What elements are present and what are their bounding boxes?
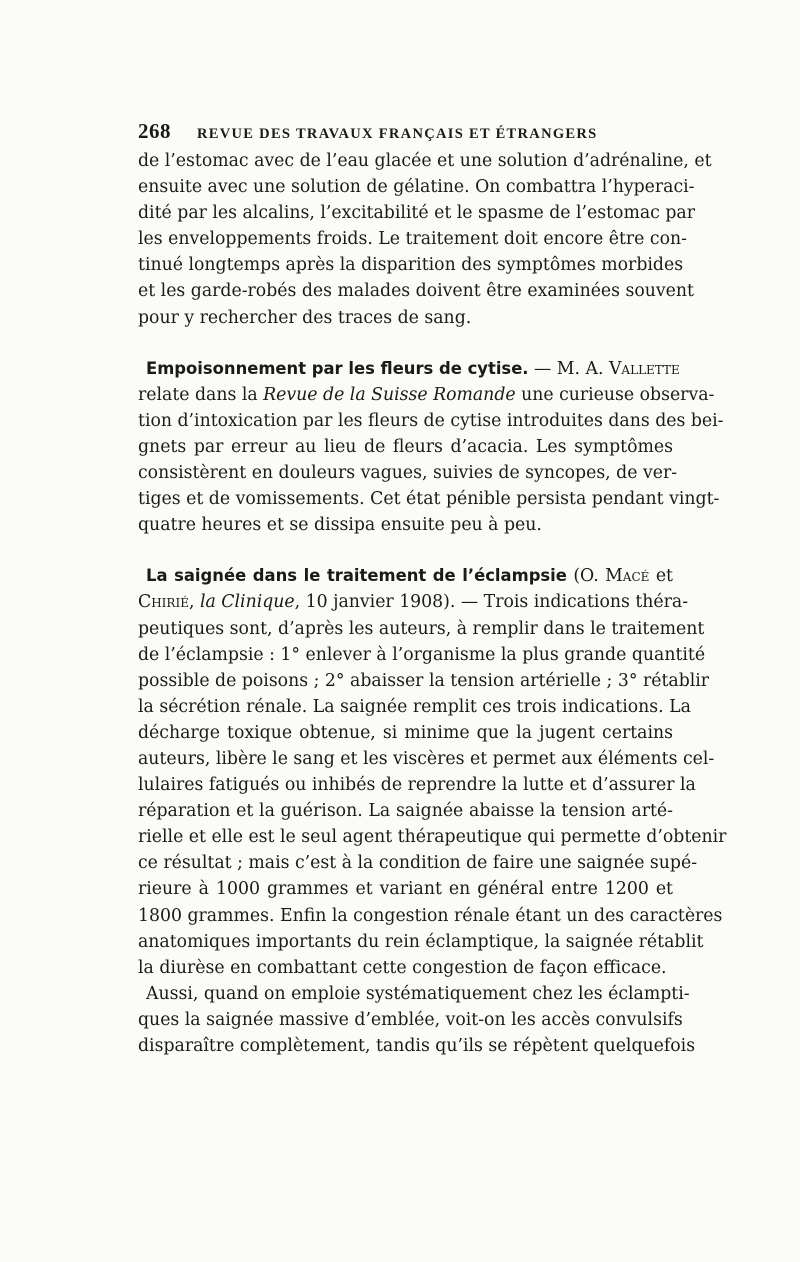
text-line: et les garde-robés des malades doivent être examinées souvent [138,281,694,302]
body-text [138,148,727,1059]
author-name: Macé [605,566,650,587]
journal-title: la Clinique [199,592,295,613]
text-line: la sécrétion rénale. La saignée remplit ces trois indications. La [138,696,691,717]
author-name: Chirié [138,592,189,613]
text-line: ques la saignée massive d’emblée, voit-on les accès convulsifs [138,1009,683,1030]
text-line: gnets par erreur au lieu de fleurs d’acacia. Les symptômes [138,436,673,457]
text-line: tinué longtemps après la disparition des symptômes morbides [138,255,684,276]
text-line: Chirié, la Clinique, 10 janvier 1908). — Trois indications théra- [138,592,689,613]
text-line: décharge toxique obtenue, si minime que la jugent certains [138,722,673,743]
text-line: ensuite avec une solution de gélatine. On combattra l’hyperaci- [138,177,695,198]
text-line: 1800 grammes. Enfin la congestion rénale étant un des caractères [138,905,723,926]
text-line: La saignée dans le traitement de l’éclampsie (O. Macé et [146,566,673,587]
text-line: rieure à 1000 grammes et variant en général entre 1200 et [138,879,673,900]
text-line: ce résultat ; mais c’est à la condition de faire une saignée supé- [138,853,698,874]
section-heading: Empoisonnement par les fleurs de cytise. [146,358,529,378]
text-line: possible de poisons ; 2° abaisser la tension artérielle ; 3° rétablir [138,670,710,691]
text-line: disparaître complètement, tandis qu’ils se répètent quelquefois [138,1036,696,1056]
text-line: tion d’intoxication par les fleurs de cytise introduites dans des bei- [138,410,724,431]
text-line: rielle et elle est le seul agent thérapeutique qui permette d’obtenir [138,827,727,848]
text-line: dité par les alcalins, l’excitabilité et le spasme de l’estomac par [138,203,695,224]
text-line: Empoisonnement par les fleurs de cytise. — M. A. Vallette [146,358,680,379]
running-title: REVUE DES TRAVAUX FRANÇAIS ET ÉTRANGERS [197,126,598,142]
text-line: consistèrent en douleurs vagues, suivies de syncopes, de ver- [138,463,678,484]
text-line: de l’estomac avec de l’eau glacée et une solution d’adrénaline, et [138,151,712,171]
journal-title: Revue de la Suisse Romande [263,384,516,405]
text-line: les enveloppements froids. Le traitement doit encore être con- [138,229,687,250]
text-line: la diurèse en combattant cette congestion de façon efficace. [138,957,667,978]
text-line: pour y rechercher des traces de sang. [138,307,472,328]
text-line: Aussi, quand on emploie systématiquement chez les éclampti- [146,983,690,1004]
text-line: auteurs, libère le sang et les viscères et permet aux éléments cel- [138,748,715,769]
text-line: tiges et de vomissements. Cet état pénible persista pendant vingt- [138,489,720,510]
text-line: peutiques sont, d’après les auteurs, à remplir dans le traitement [138,618,705,639]
text-line: quatre heures et se dissipa ensuite peu à peu. [138,515,542,536]
paragraph-aussi [138,981,696,1059]
section-heading: La saignée dans le traitement de l’éclampsie [146,566,567,586]
author-name: Vallette [608,358,680,379]
text-line: de l’éclampsie : 1° enlever à l’organisme la plus grande quantité [138,644,706,665]
paragraph-estomac [138,148,712,331]
page-number: 268 [138,119,171,143]
text-line: anatomiques importants du rein éclamptique, la saignée rétablit [138,931,704,952]
text-line: lulaires fatigués ou inhibés de reprendre la lutte et d’assurer la [138,775,696,796]
text-line: réparation et la guérison. La saignée abaisse la tension arté- [138,801,673,822]
running-header [138,119,673,144]
paragraph-eclampsie [138,563,727,981]
paragraph-cytise [138,356,724,539]
text-line: relate dans la Revue de la Suisse Romande une curieuse observa- [138,384,715,405]
